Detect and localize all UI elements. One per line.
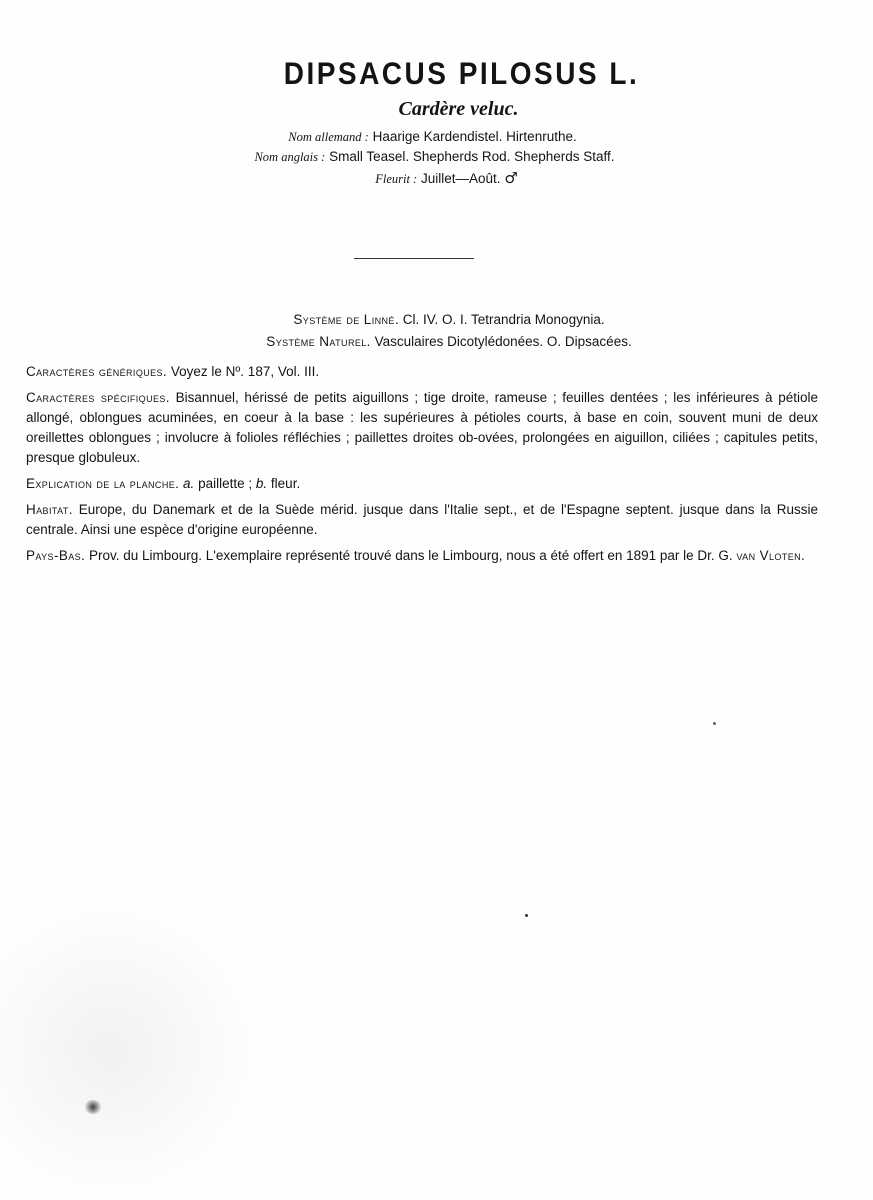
ink-speck — [84, 1100, 102, 1114]
common-name: Cardère veluc. — [398, 98, 519, 120]
generic-text: Voyez le Nº. 187, Vol. III. — [170, 364, 320, 379]
biennial-symbol-icon: ♂ — [504, 169, 518, 187]
paysbas-label: Pays-Bas. — [26, 548, 86, 563]
plate-b-letter: b. — [255, 476, 268, 491]
specific-characters-paragraph — [26, 388, 818, 468]
german-label: Nom allemand : — [288, 130, 369, 144]
header-block — [0, 58, 873, 187]
paysbas-text: Prov. du Limbourg. L'exemplaire représenté trouvé dans le Limbourg, nous a été offert en 1891 par le Dr. G. — [88, 548, 733, 563]
plate-b-text: fleur. — [270, 476, 301, 491]
scan-stain — [0, 900, 260, 1200]
linne-label: Système de Linné. — [293, 312, 399, 327]
plate-a-text: paillette ; — [198, 476, 253, 491]
habitat-label: Habitat. — [26, 502, 73, 517]
generic-characters-paragraph — [26, 362, 818, 382]
specific-text: Bisannuel, hérissé de petits aiguillons ; tige droite, rameuse ; feuilles dentées ; les inférieures à pétiole allongé, oblongues acuminées, en coeur à la base : les supérieures à pétioles courts, à base en coin, souvent muni de deux oreillettes oblongues ; involucre à folioles réfléchies ; paillettes droites ob-ovées, prolongées en aiguillon, ciliées ; capitules petits, presque globuleux. — [26, 390, 818, 465]
german-name-line — [0, 129, 869, 145]
plate-label: Explication de la planche. — [26, 476, 180, 491]
habitat-paragraph — [26, 500, 818, 540]
flowering-line — [10, 169, 873, 187]
english-names: Small Teasel. Shepherds Rod. Shepherds Staff. — [329, 149, 615, 164]
flowering-value: Juillet—Août. — [421, 171, 501, 186]
plate-explanation-paragraph — [26, 474, 818, 494]
habitat-text: Europe, du Danemark et de la Suède mérid. jusque dans l'Italie sept., et de l'Espagne septent. jusque dans la Russie centrale. Ainsi une espèce d'origine européenne. — [26, 502, 818, 537]
natural-system-line — [26, 332, 818, 352]
divider-rule — [354, 258, 474, 259]
flowering-label: Fleurit : — [375, 172, 418, 186]
species-title: DIPSACUS PILOSUS L. — [283, 56, 640, 91]
natural-value: Vasculaires Dicotylédonées. O. Dipsacées. — [374, 334, 632, 349]
ink-dot — [525, 914, 528, 917]
linne-value: Cl. IV. O. I. Tetrandria Monogynia. — [402, 312, 605, 327]
generic-label: Caractères génériques. — [26, 364, 168, 379]
natural-label: Système Naturel. — [266, 334, 371, 349]
body-text — [26, 310, 818, 566]
paysbas-paragraph — [26, 546, 818, 566]
english-name-line — [0, 149, 871, 165]
paysbas-name: van Vloten. — [736, 548, 806, 563]
specific-label: Caractères spécifiques. — [26, 390, 170, 405]
german-names: Haarige Kardendistel. Hirtenruthe. — [372, 129, 577, 144]
english-label: Nom anglais : — [254, 150, 326, 164]
plate-a-letter: a. — [183, 476, 195, 491]
linne-system-line — [26, 310, 818, 330]
ink-dot — [713, 722, 716, 725]
